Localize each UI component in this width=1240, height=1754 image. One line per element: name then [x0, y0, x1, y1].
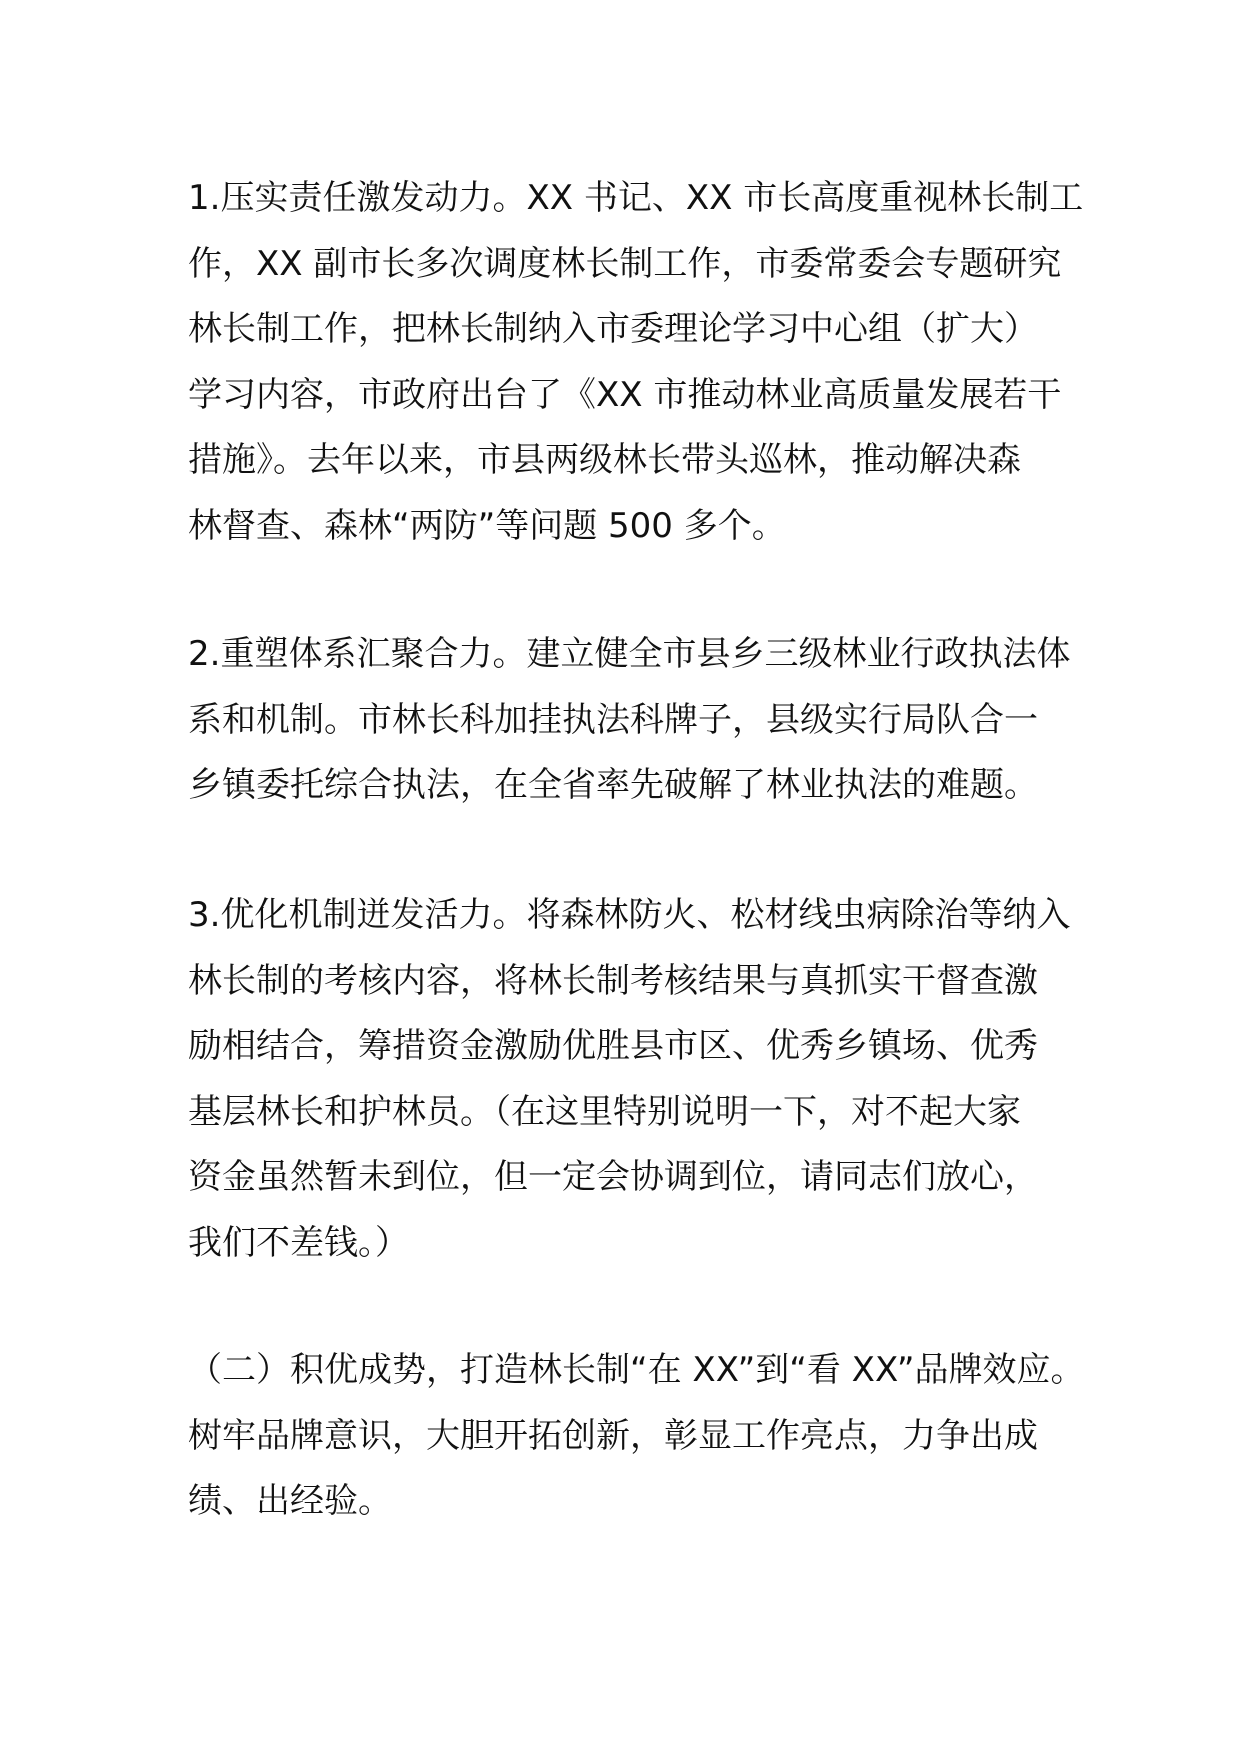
text-line: 林长制的考核内容，将林长制考核结果与真抓实干督查激 — [188, 960, 1038, 1001]
text-line: 2.重塑体系汇聚合力。建立健全市县乡三级林业行政执法体 — [188, 634, 1071, 674]
text-line: （二）积优成势，打造林长制“在 XX”到“看 XX”品牌效应。 — [188, 1350, 1085, 1390]
paragraph-brand-effect — [188, 1338, 1085, 1535]
text-line: 林长制工作，把林长制纳入市委理论学习中心组（扩大） — [188, 309, 1038, 349]
text-line: 作，XX 副市长多次调度林长制工作，市委常委会专题研究 — [188, 243, 1062, 284]
text-line: 林督查、森林“两防”等问题 500 多个。 — [188, 505, 786, 546]
text-line: 基层林长和护林员。（在这里特别说明一下，对不起大家 — [188, 1091, 1021, 1132]
text-line: 资金虽然暂未到位，但一定会协调到位，请同志们放心， — [188, 1157, 1038, 1197]
paragraph-mechanism — [188, 883, 1071, 1276]
text-line: 措施》。去年以来，市县两级林长带头巡林，推动解决森 — [188, 440, 1021, 480]
paragraph-system — [188, 622, 1071, 819]
text-line: 系和机制。市林长科加挂执法科牌子，县级实行局队合一 — [188, 699, 1038, 740]
paragraph-responsibility — [188, 166, 1084, 559]
text-line: 1.压实责任激发动力。XX 书记、XX 市长高度重视林长制工 — [188, 178, 1084, 218]
text-line: 绩、出经验。 — [188, 1481, 392, 1521]
text-line: 我们不差钱。） — [188, 1222, 409, 1263]
text-line: 乡镇委托综合执法，在全省率先破解了林业执法的难题。 — [188, 765, 1038, 805]
text-line: 树牢品牌意识，大胆开拓创新，彰显工作亮点，力争出成 — [188, 1415, 1038, 1456]
text-line: 励相结合，筹措资金激励优胜县市区、优秀乡镇场、优秀 — [188, 1026, 1038, 1066]
text-line: 学习内容，市政府出台了《XX 市推动林业高质量发展若干 — [188, 374, 1062, 415]
text-line: 3.优化机制迸发活力。将森林防火、松材线虫病除治等纳入 — [188, 895, 1071, 935]
